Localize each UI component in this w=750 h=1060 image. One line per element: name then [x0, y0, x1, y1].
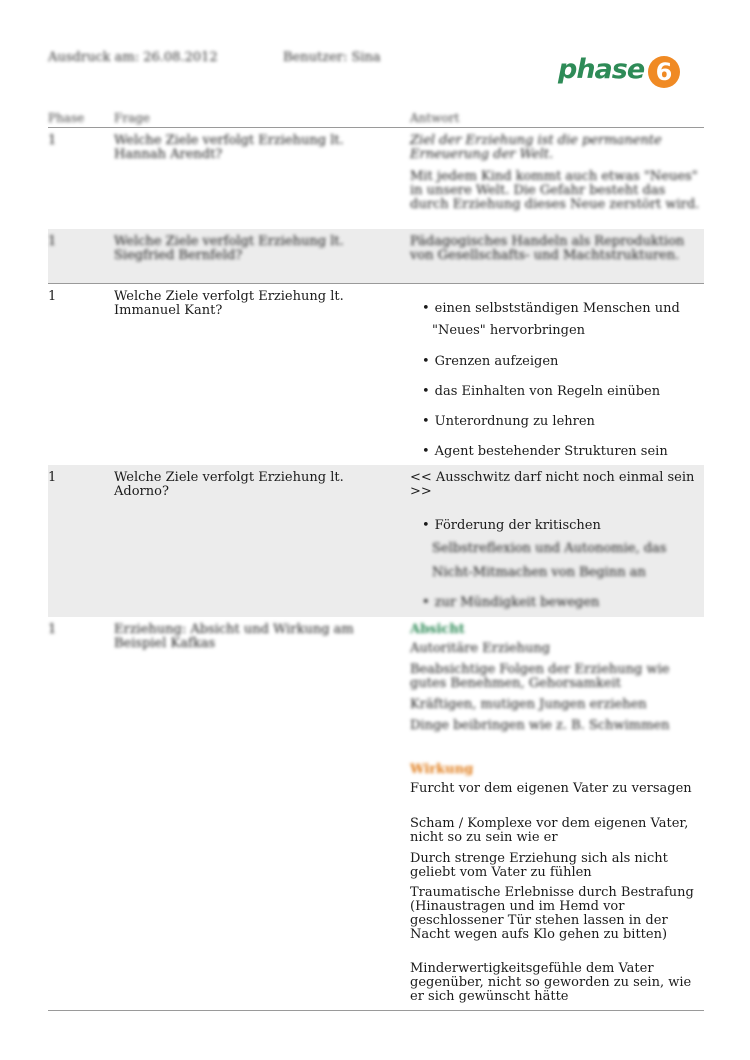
wirkung-heading: Wirkung: [410, 762, 474, 777]
bullet-item: • Agent bestehender Strukturen sein: [422, 444, 668, 459]
row-phase: 1: [48, 133, 57, 148]
phase6-logo: [558, 52, 688, 96]
col-antwort-header: Antwort: [410, 111, 460, 125]
table-row: [48, 465, 704, 617]
user-label: Benutzer: Sina: [283, 50, 381, 65]
wirkung-item: Scham / Komplexe vor dem eigenen Vater, nicht so zu sein wie er: [410, 816, 689, 845]
absicht-item: Beabsichtige Folgen der Erziehung wie gutes Benehmen, Gehorsamkeit: [410, 662, 670, 691]
print-date: Ausdruck am: 26.08.2012: [48, 50, 218, 65]
bullet-item: • Grenzen aufzeigen: [422, 354, 559, 369]
bullet-item: • Förderung der kritischen: [422, 518, 601, 533]
bullet-continuation: "Neues" hervorbringen: [432, 323, 586, 338]
row-question: Welche Ziele verfolgt Erziehung lt. Hannah Arendt?: [114, 133, 344, 162]
bullet-item: • zur Mündigkeit bewegen: [422, 595, 600, 610]
row-phase: 1: [48, 622, 57, 637]
col-phase-header: Phase: [48, 111, 85, 125]
bullet-item: • Unterordnung zu lehren: [422, 414, 595, 429]
wirkung-item: Furcht vor dem eigenen Vater zu versagen: [410, 781, 692, 796]
row-answer: Mit jedem Kind kommt auch etwas "Neues" in unsere Welt. Die Gefahr besteht das durch Erziehung dieses Neue zerstört wird.: [410, 169, 700, 212]
table-row: [48, 128, 704, 226]
row-phase: 1: [48, 470, 57, 485]
row-answer: Pädagogisches Handeln als Reproduktion von Gesellschafts- und Machtstrukturen.: [410, 234, 685, 263]
bullet-continuation: Nicht-Mitmachen von Beginn an: [432, 565, 646, 580]
row-question: Welche Ziele verfolgt Erziehung lt. Siegfried Bernfeld?: [114, 234, 344, 263]
logo-digit: 6: [648, 56, 680, 88]
table-bottom-rule: [48, 1010, 704, 1011]
bullet-item: • das Einhalten von Regeln einüben: [422, 384, 661, 399]
absicht-heading: Absicht: [410, 622, 465, 637]
row-phase: 1: [48, 234, 57, 249]
wirkung-item: Durch strenge Erziehung sich als nicht geliebt vom Vater zu fühlen: [410, 851, 668, 880]
table-row: [48, 229, 704, 283]
row-question: Welche Ziele verfolgt Erziehung lt. Adorno?: [114, 470, 344, 499]
table-row: [48, 618, 704, 1010]
logo-text: phase: [558, 54, 645, 85]
row-answer: << Ausschwitz darf nicht noch einmal sein >>: [410, 470, 695, 499]
absicht-item: Dinge beibringen wie z. B. Schwimmen: [410, 718, 670, 733]
col-frage-header: Frage: [114, 111, 150, 125]
bullet-item: • einen selbstständigen Menschen und: [422, 301, 680, 316]
absicht-item: Kräftigen, mutigen Jungen erziehen: [410, 697, 647, 712]
wirkung-item: Traumatische Erlebnisse durch Bestrafung (Hinaustragen und im Hemd vor geschlossener Tür stehen lassen in der Nacht wegen aufs Klo gehen zu bitten): [410, 885, 694, 942]
row-answer-italic: Ziel der Erziehung ist die permanente Erneuerung der Welt.: [410, 133, 662, 162]
absicht-item: Autoritäre Erziehung: [410, 641, 551, 656]
table-row: [48, 284, 704, 464]
row-phase: 1: [48, 289, 57, 304]
wirkung-item: Minderwertigkeitsgefühle dem Vater gegenüber, nicht so geworden zu sein, wie er sich gewünscht hätte: [410, 961, 692, 1004]
row-question: Erziehung: Absicht und Wirkung am Beispiel Kafkas: [114, 622, 354, 651]
row-question: Welche Ziele verfolgt Erziehung lt. Immanuel Kant?: [114, 289, 344, 318]
bullet-continuation: Selbstreflexion und Autonomie, das: [432, 541, 667, 556]
